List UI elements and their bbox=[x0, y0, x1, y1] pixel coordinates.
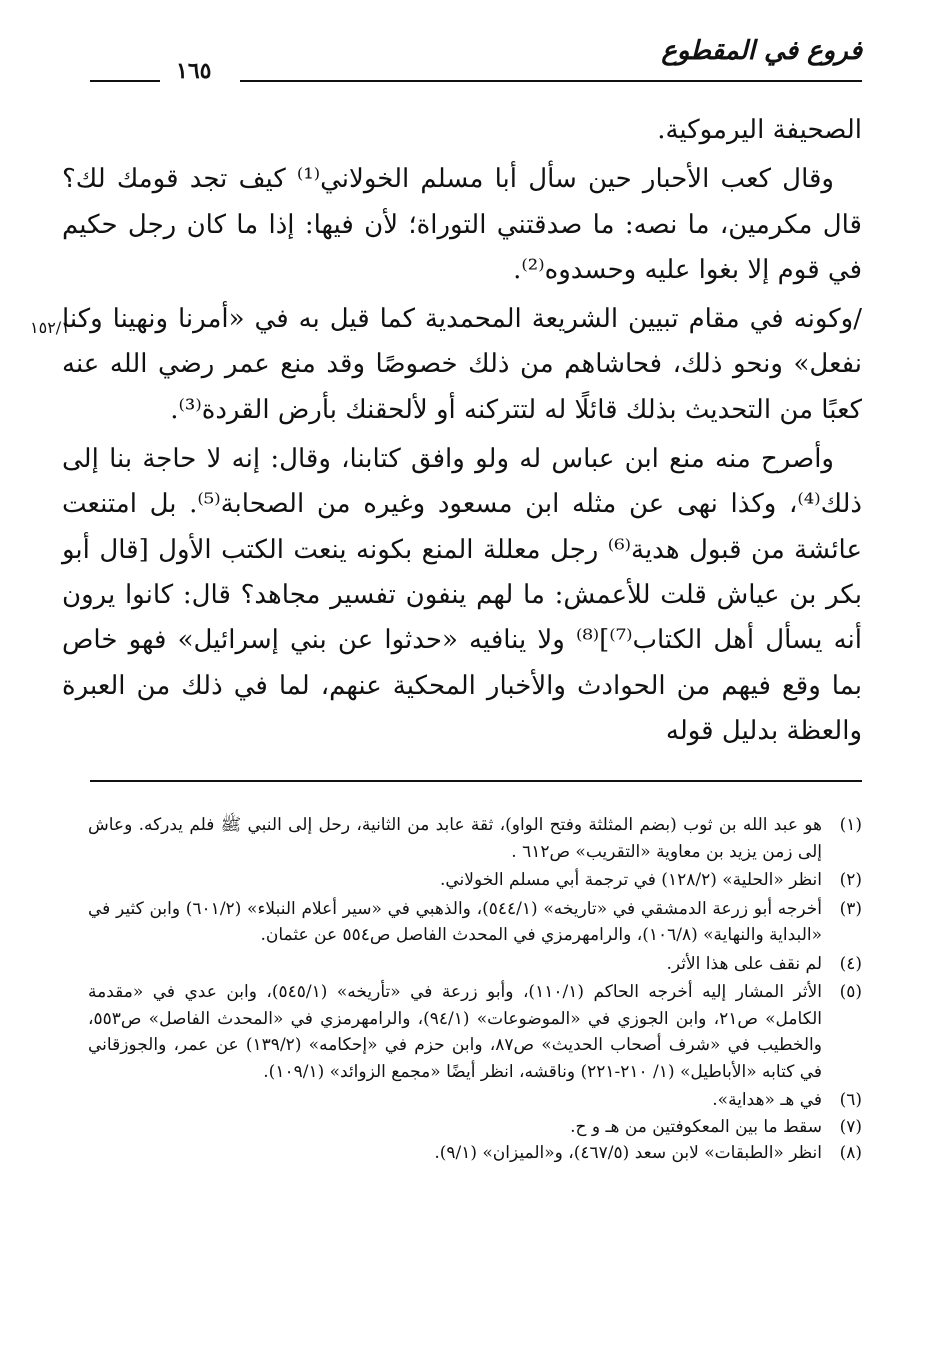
footnotes bbox=[88, 812, 862, 1167]
footnote bbox=[88, 812, 862, 865]
header-rule-short bbox=[90, 80, 160, 82]
footnote-number: (٢) bbox=[839, 870, 862, 890]
margin-page-reference: ١٥٢/١ bbox=[30, 318, 70, 337]
main-text bbox=[62, 108, 862, 758]
paragraph: /وكونه في مقام تبيين الشريعة المحمدية كما قيل به في «أمرنا ونهينا وكنا نفعل» ونحو ذلك، فحاشاهم من ذلك خصوصًا وقد منع عمر رضي الله عنه كعبًا من التحديث بذلك قائلًا له لتتركنه أو لألحقنك بأرض القردة⁽³⁾. bbox=[62, 304, 862, 425]
footnote bbox=[88, 896, 862, 949]
footnote-text: أخرجه أبو زرعة الدمشقي في «تاريخه» (٥٤٤/١)، والذهبي في «سير أعلام النبلاء» (٦٠١/٢) وابن كثير في «البداية والنهاية» (١٠٦/٨)، والرامهرمزي في المحدث الفاصل ص٥٥٤ عن عثمان. bbox=[88, 898, 822, 945]
footnote-number: (٦) bbox=[839, 1090, 862, 1110]
footnote-number: (٨) bbox=[839, 1143, 862, 1163]
footnote-text: انظر «الطبقات» لابن سعد (٤٦٧/٥)، و«الميزان» (٩/١). bbox=[434, 1143, 822, 1163]
footnote-number: (١) bbox=[839, 815, 862, 835]
running-title: فروع في المقطوع bbox=[661, 36, 862, 66]
footnote bbox=[88, 979, 862, 1085]
footnote-text: الأثر المشار إليه أخرجه الحاكم (١١٠/١)، وأبو زرعة في «تأريخه» (٥٤٥/١)، وابن عدي في «مقدمة الكامل» ص٢١، وابن الجوزي في «الموضوعات» (٩٤/١)، والرامهرمزي في «المحدث الفاصل» ص٥٥٣، والخطيب في «شرف أصحاب الحديث» ص٨٧، وابن حزم في «إحكامه» (١٣٩/٢) عن عمر، والجوزقاني في كتابه «الأباطيل» (١/ ٢١٠-٢٢١) وناقشه، انظر أيضًا «مجمع الزوائد» (١٠٩/١). bbox=[88, 982, 823, 1082]
footnote-text: هو عبد الله بن ثوب (بضم المثلثة وفتح الواو)، ثقة عابد من الثانية، رحل إلى النبي ﷺ فلم يدركه. وعاش إلى زمن يزيد بن معاوية «التقريب» ص٦١٢ . bbox=[88, 815, 822, 862]
footnote-number: (٥) bbox=[839, 982, 862, 1002]
footnote-text: في هـ «هداية». bbox=[712, 1090, 822, 1110]
paragraph: وقال كعب الأحبار حين سأل أبا مسلم الخولاني⁽¹⁾ كيف تجد قومك لك؟ قال مكرمين، ما نصه: ما صدقتني التوراة؛ لأن فيها: إذا ما كان رجل حكيم في قوم إلا بغوا عليه وحسدوه⁽²⁾. bbox=[62, 164, 862, 285]
footnote bbox=[88, 1140, 862, 1167]
page-header bbox=[90, 34, 862, 90]
page-number: ١٦٥ bbox=[176, 58, 212, 84]
paragraph: وأصرح منه منع ابن عباس له ولو وافق كتابنا، وقال: إنه لا حاجة بنا إلى ذلك⁽⁴⁾، وكذا نهى عن مثله ابن مسعود وغيره من الصحابة⁽⁵⁾. بل امتنعت عائشة من قبول هدية⁽⁶⁾ رجل معللة المنع بكونه ينعت الكتب الأول [قال أبو بكر بن عياش قلت للأعمش: ما لهم ينفون تفسير مجاهد؟ قال: كانوا يرون أنه يسأل أهل الكتاب⁽⁷⁾]⁽⁸⁾ ولا ينافيه «حدثوا عن بني إسرائيل» فهو خاص بما وقع فيهم من الحوادث والأخبار المحكية عنهم، لما في ذلك من العبرة والعظة بدليل قوله bbox=[62, 444, 862, 746]
footnote-text: لم نقف على هذا الأثر. bbox=[666, 953, 822, 974]
footnote-separator bbox=[90, 780, 862, 782]
footnote-text: سقط ما بين المعكوفتين من هـ و ح. bbox=[570, 1116, 822, 1137]
footnote bbox=[88, 1114, 862, 1141]
footnote-number: (٣) bbox=[839, 898, 862, 919]
footnote-number: (٧) bbox=[839, 1116, 862, 1137]
footnote bbox=[88, 867, 862, 894]
header-rule bbox=[240, 80, 862, 82]
paragraph: الصحيفة اليرموكية. bbox=[657, 115, 862, 145]
footnote-text: انظر «الحلية» (١٢٨/٢) في ترجمة أبي مسلم الخولاني. bbox=[439, 870, 822, 890]
footnote bbox=[88, 1087, 862, 1114]
footnote-number: (٤) bbox=[839, 953, 862, 974]
footnote bbox=[88, 951, 862, 978]
